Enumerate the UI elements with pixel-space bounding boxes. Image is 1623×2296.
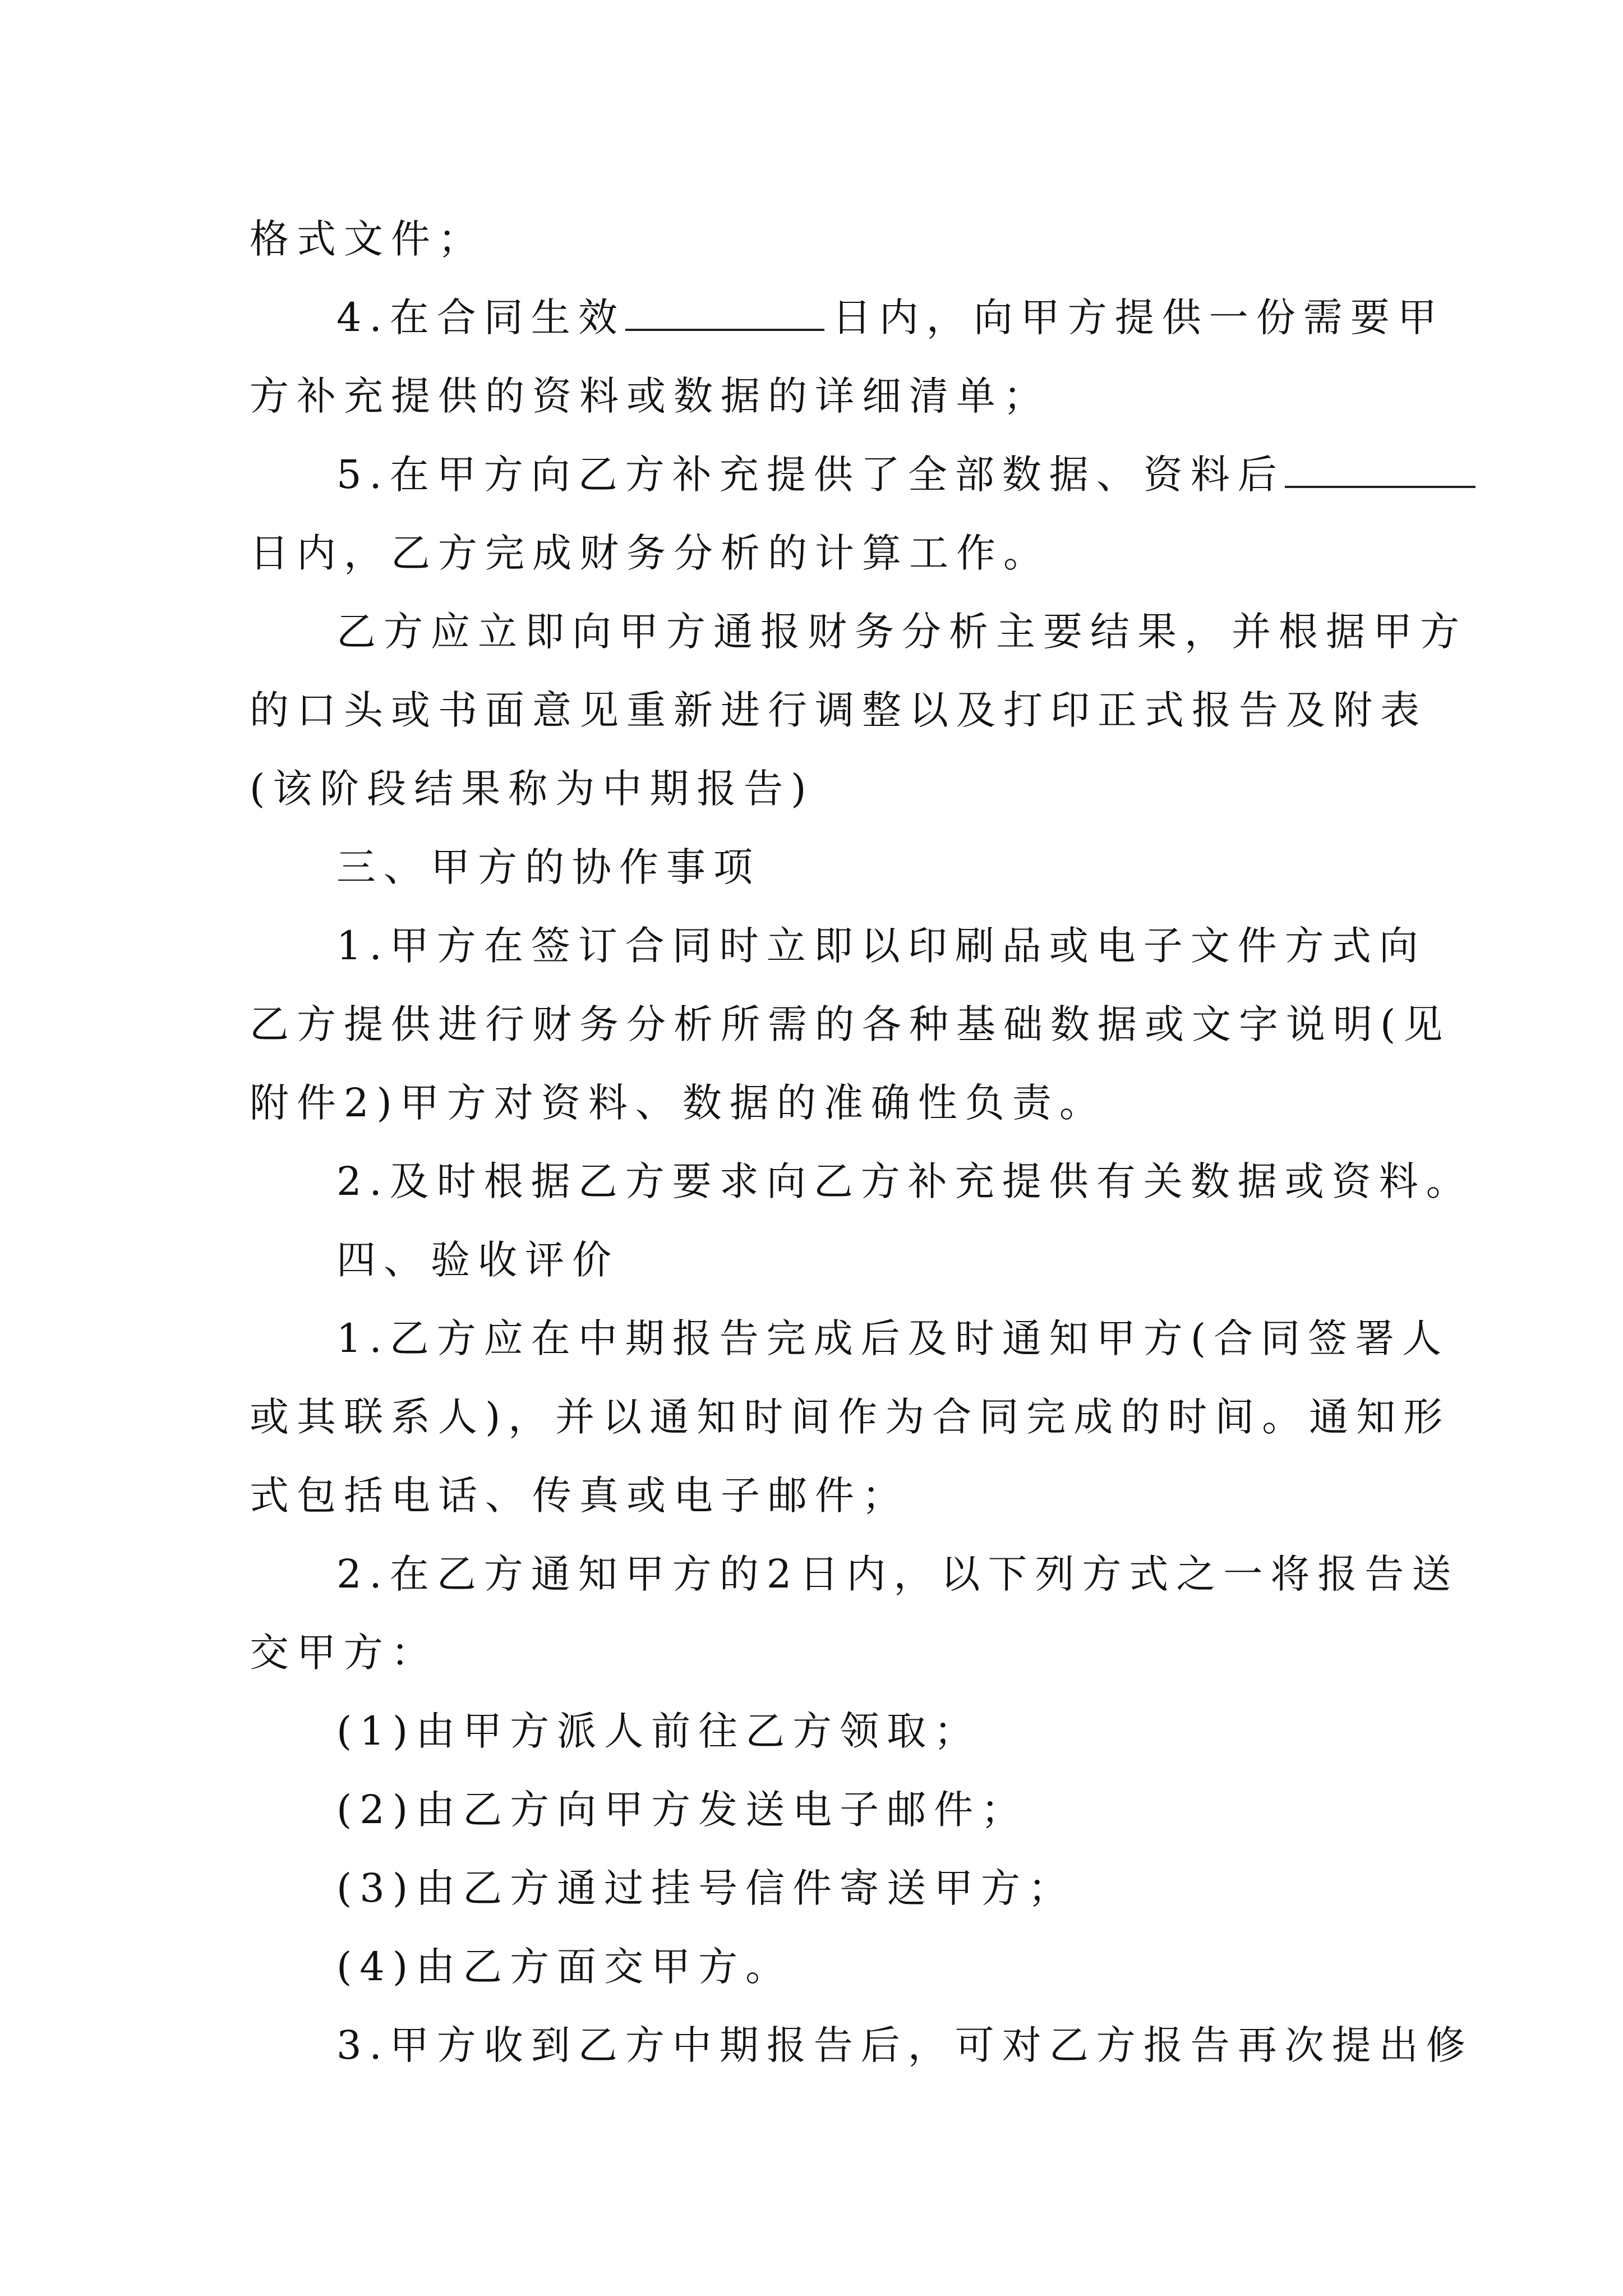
- list-item: [336, 1783, 1028, 1837]
- text-line: [250, 1390, 1450, 1444]
- text-line: [336, 1312, 1449, 1365]
- text-span: 乙方应立即向甲方通报财务分析主要结果，并根据甲方: [336, 609, 1467, 655]
- text-span: 交甲方：: [250, 1630, 438, 1676]
- text-span: 1.甲方在签订合同时立即以印刷品或电子文件方式向: [336, 923, 1426, 969]
- text-line: [336, 605, 1467, 659]
- text-line: [336, 1154, 1473, 1208]
- list-item: [336, 1940, 792, 1994]
- text-line: [250, 762, 814, 816]
- text-line: [336, 1547, 1459, 1601]
- text-line: [250, 1469, 909, 1522]
- text-span: 1.乙方应在中期报告完成后及时通知甲方(合同签署人: [336, 1315, 1450, 1361]
- text-span: (4)由乙方面交甲方。: [336, 1944, 793, 1990]
- text-span: 式包括电话、传真或电子邮件；: [250, 1473, 909, 1519]
- text-span: 乙方提供进行财务分析所需的各种基础数据或文字说明(见: [250, 1001, 1451, 1047]
- text-span: 日内，乙方完成财务分析的计算工作。: [250, 530, 1050, 576]
- text-span: 四、验收评价: [336, 1237, 619, 1283]
- text-span: 3.甲方收到乙方中期报告后，可对乙方报告再次提出修: [336, 2022, 1473, 2068]
- text-span: 或其联系人)，并以通知时间作为合同完成的时间。通知形: [250, 1394, 1451, 1440]
- section-heading: [336, 1233, 619, 1287]
- text-line: [336, 919, 1426, 973]
- text-span: 附件2)甲方对资料、数据的准确性负责。: [250, 1080, 1106, 1126]
- text-line: [250, 997, 1450, 1051]
- text-span: 日内，向甲方提供一份需要甲: [832, 295, 1445, 341]
- text-span: 三、甲方的协作事项: [336, 844, 760, 890]
- list-item: [336, 1861, 1075, 1915]
- text-span: 格式文件；: [250, 216, 485, 262]
- text-line: [336, 2018, 1473, 2072]
- text-line: [250, 683, 1427, 737]
- text-line: [250, 1076, 1106, 1130]
- text-line: [336, 291, 1445, 344]
- text-span: 的口头或书面意见重新进行调整以及打印正式报告及附表: [250, 687, 1427, 733]
- fill-in-blank: [1285, 452, 1476, 488]
- fill-in-blank: [625, 295, 824, 331]
- text-span: 4.在合同生效: [336, 295, 625, 341]
- text-line: [336, 448, 1476, 501]
- text-span: 5.在甲方向乙方补充提供了全部数据、资料后: [336, 452, 1285, 498]
- text-line: [250, 526, 1050, 580]
- text-span: (2)由乙方向甲方发送电子邮件；: [336, 1787, 1029, 1833]
- text-line: [250, 1626, 438, 1680]
- text-span: (该阶段结果称为中期报告): [250, 766, 814, 812]
- text-span: 2.及时根据乙方要求向乙方补充提供有关数据或资料。: [336, 1158, 1473, 1204]
- text-span: (3)由乙方通过挂号信件寄送甲方；: [336, 1865, 1076, 1911]
- text-line: [250, 212, 485, 266]
- text-span: 2.在乙方通知甲方的2日内，以下列方式之一将报告送: [336, 1551, 1459, 1597]
- list-item: [336, 1704, 981, 1758]
- section-heading: [336, 840, 760, 894]
- text-span: (1)由甲方派人前往乙方领取；: [336, 1708, 981, 1754]
- text-line: [250, 369, 1050, 423]
- text-span: 方补充提供的资料或数据的详细清单；: [250, 373, 1050, 419]
